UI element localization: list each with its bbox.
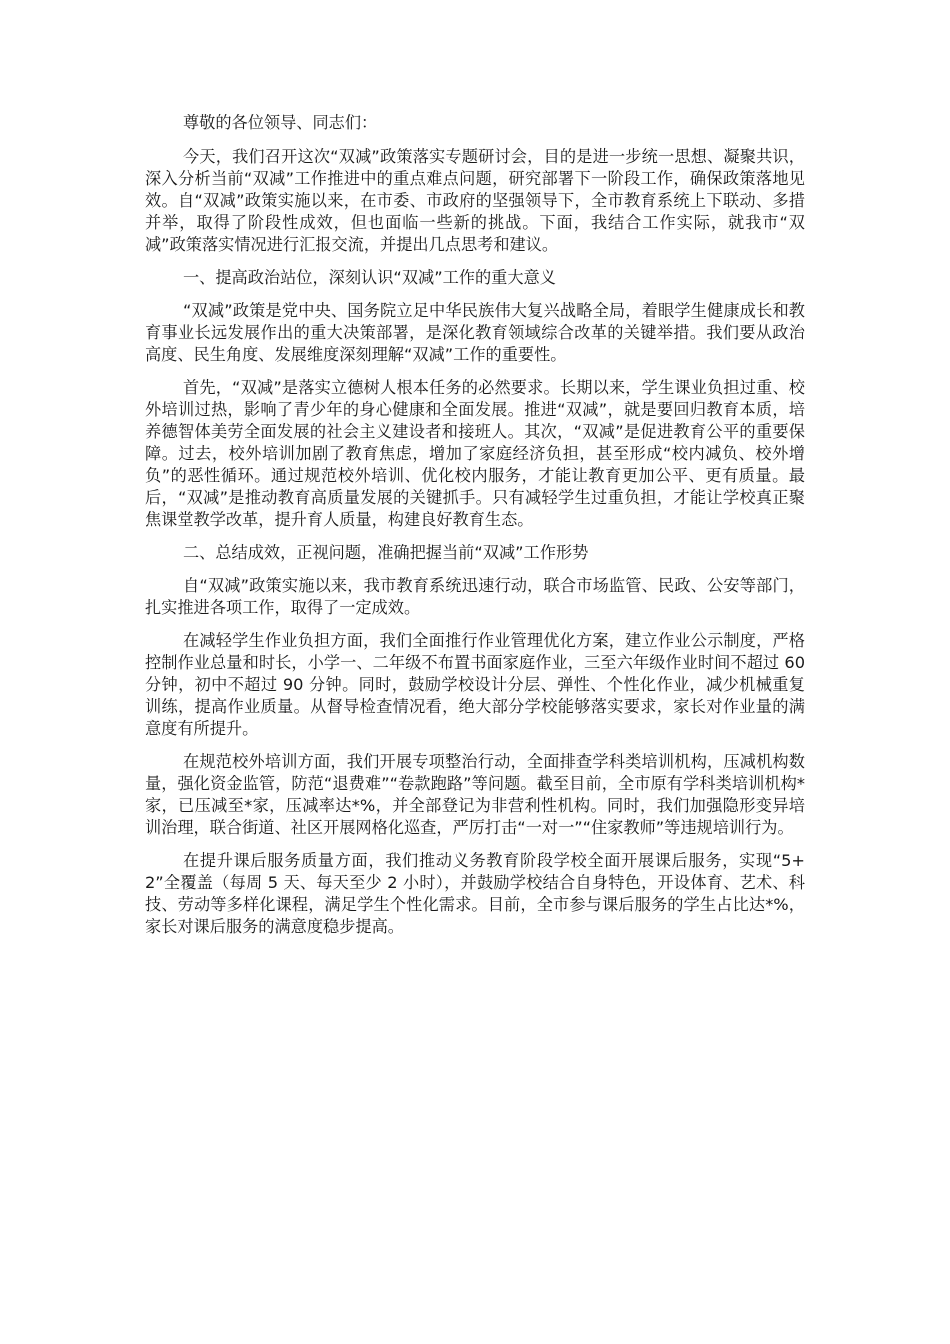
section2-paragraph-3: 在规范校外培训方面，我们开展专项整治行动，全面排查学科类培训机构，压减机构数量，强化资金监管，防范“退费难”“卷款跑路”等问题。截至目前，全市原有学科类培训机构*家，已压减至*家，压减率达*%，并全部登记为非营利性机构。同时，我们加强隐形变异培训治理，联合街道、社区开展网格化巡查，严厉打击“一对一”“住家教师”等违规培训行为。 — [145, 752, 805, 837]
greeting: 尊敬的各位领导、同志们： — [183, 113, 378, 132]
document-page — [145, 112, 805, 949]
section1-heading: 一、提高政治站位，深刻认识“双减”工作的重大意义 — [183, 268, 556, 287]
intro-paragraph: 今天，我们召开这次“双减”政策落实专题研讨会，目的是进一步统一思想、凝聚共识，深入分析当前“双减”工作推进中的重点难点问题，研究部署下一阶段工作，确保政策落地见效。自“双减”政策实施以来，在市委、市政府的坚强领导下，全市教育系统上下联动、多措并举，取得了阶段性成效，但也面临一些新的挑战。下面，我结合工作实际，就我市“双减”政策落实情况进行汇报交流，并提出几点思考和建议。 — [145, 147, 805, 254]
section2-paragraph-4: 在提升课后服务质量方面，我们推动义务教育阶段学校全面开展课后服务，实现“5+2”全覆盖（每周 5 天、每天至少 2 小时），并鼓励学校结合自身特色，开设体育、艺术、科技、劳动等多样化课程，满足学生个性化需求。目前，全市参与课后服务的学生占比达*%，家长对课后服务的满意度稳步提高。 — [145, 851, 805, 936]
section2-paragraph-2: 在减轻学生作业负担方面，我们全面推行作业管理优化方案，建立作业公示制度，严格控制作业总量和时长，小学一、二年级不布置书面家庭作业，三至六年级作业时间不超过 60 分钟，初中不超过 90 分钟。同时，鼓励学校设计分层、弹性、个性化作业，减少机械重复训练，提高作业质量。从督导检查情况看，绝大部分学校能够落实要求，家长对作业量的满意度有所提升。 — [145, 631, 805, 738]
section2-heading: 二、总结成效，正视问题，准确把握当前“双减”工作形势 — [183, 543, 589, 562]
section1-paragraph-1: “双减”政策是党中央、国务院立足中华民族伟大复兴战略全局，着眼学生健康成长和教育事业长远发展作出的重大决策部署，是深化教育领域综合改革的关键举措。我们要从政治高度、民生角度、发展维度深刻理解“双减”工作的重要性。 — [145, 301, 805, 364]
section1-paragraph-2: 首先，“双减”是落实立德树人根本任务的必然要求。长期以来，学生课业负担过重、校外培训过热，影响了青少年的身心健康和全面发展。推进“双减”，就是要回归教育本质，培养德智体美劳全面发展的社会主义建设者和接班人。其次，“双减”是促进教育公平的重要保障。过去，校外培训加剧了教育焦虑，增加了家庭经济负担，甚至形成“校内减负、校外增负”的恶性循环。通过规范校外培训、优化校内服务，才能让教育更加公平、更有质量。最后，“双减”是推动教育高质量发展的关键抓手。只有减轻学生过重负担，才能让学校真正聚焦课堂教学改革，提升育人质量，构建良好教育生态。 — [145, 378, 805, 529]
section2-paragraph-1: 自“双减”政策实施以来，我市教育系统迅速行动，联合市场监管、民政、公安等部门，扎实推进各项工作，取得了一定成效。 — [145, 576, 805, 617]
